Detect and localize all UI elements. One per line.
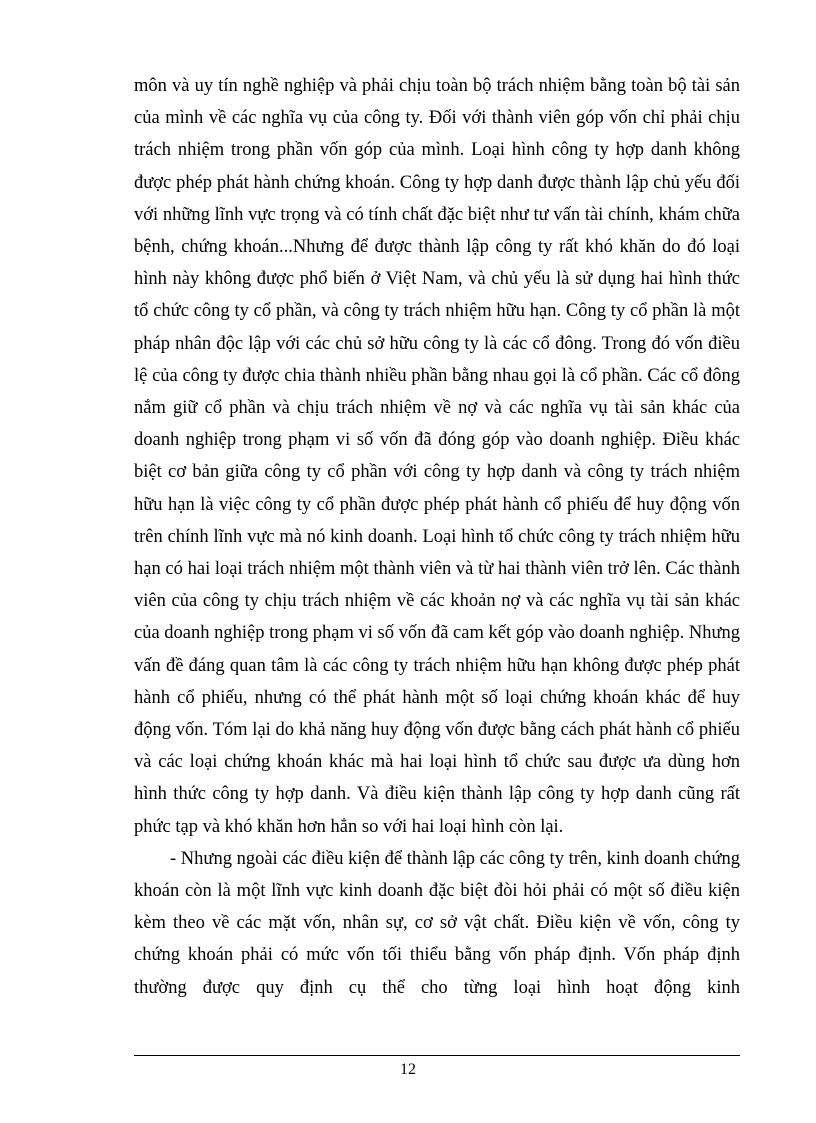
body-text (134, 70, 740, 1004)
paragraph-securities-conditions: - Nhưng ngoài các điều kiện để thành lập các công ty trên, kinh doanh chứng khoán còn là một lĩnh vực kinh doanh đặc biệt đòi hỏi phải có một số điều kiện kèm theo về các mặt vốn, nhân sự, cơ sở vật chất. Điều kiện về vốn, công ty chứng khoán phải có mức vốn tối thiểu bằng vốn pháp định. Vốn pháp định thường được quy định cụ thể cho từng loại hình hoạt động kinh (134, 848, 740, 998)
paragraph-company-types: môn và uy tín nghề nghiệp và phải chịu toàn bộ trách nhiệm bằng toàn bộ tài sản của mình về các nghĩa vụ của công ty. Đối với thành viên góp vốn chỉ phải chịu trách nhiệm trong phần vốn góp của mình. Loại hình công ty hợp danh không được phép phát hành chứng khoán. Công ty hợp danh được thành lập chủ yếu đối với những lĩnh vực trọng và có tính chất đặc biệt như tư vấn tài chính, khám chữa bệnh, chứng khoán...Nhưng để được thành lập công ty rất khó khăn do đó loại hình này không được phổ biến ở Việt Nam, và chủ yếu là sử dụng hai hình thức tổ chức công ty cổ phần, và công ty trách nhiệm hữu hạn. Công ty cổ phần là một pháp nhân độc lập với các chủ sở hữu công ty là các cổ đông. Trong đó vốn điều lệ của công ty được chia thành nhiều phần bằng nhau gọi là cổ phần. Các cổ đông nắm giữ cổ phần và chịu trách nhiệm về nợ và các nghĩa vụ tài sản khác của doanh nghiệp trong phạm vi số vốn đã đóng góp vào doanh nghiệp. Điều khác biệt cơ bản giữa công ty cổ phần với công ty hợp danh và công ty trách nhiệm hữu hạn là việc công ty cổ phần được phép phát hành cổ phiếu để huy động vốn trên chính lĩnh vực mà nó kinh doanh. Loại hình tổ chức công ty trách nhiệm hữu hạn có hai loại trách nhiệm một thành viên và từ hai thành viên trở lên. Các thành viên của công ty chịu trách nhiệm về các khoản nợ và các nghĩa vụ tài sản khác của doanh nghiệp trong phạm vi số vốn đã cam kết góp vào doanh nghiệp. Nhưng vấn đề đáng quan tâm là các công ty trách nhiệm hữu hạn không được phép phát hành cổ phiếu, nhưng có thể phát hành một số loại chứng khoán khác để huy động vốn. Tóm lại do khả năng huy động vốn được bằng cách phát hành cổ phiếu và các loại chứng khoán khác mà hai loại hình tổ chức sau được ưa dùng hơn hình thức công ty hợp danh. Và điều kiện thành lập công ty hợp danh cũng rất phức tạp và khó khăn hơn hẳn so với hai loại hình còn lại. (134, 76, 741, 837)
page-number: 12 (400, 1061, 416, 1078)
footer-divider (134, 1055, 740, 1056)
